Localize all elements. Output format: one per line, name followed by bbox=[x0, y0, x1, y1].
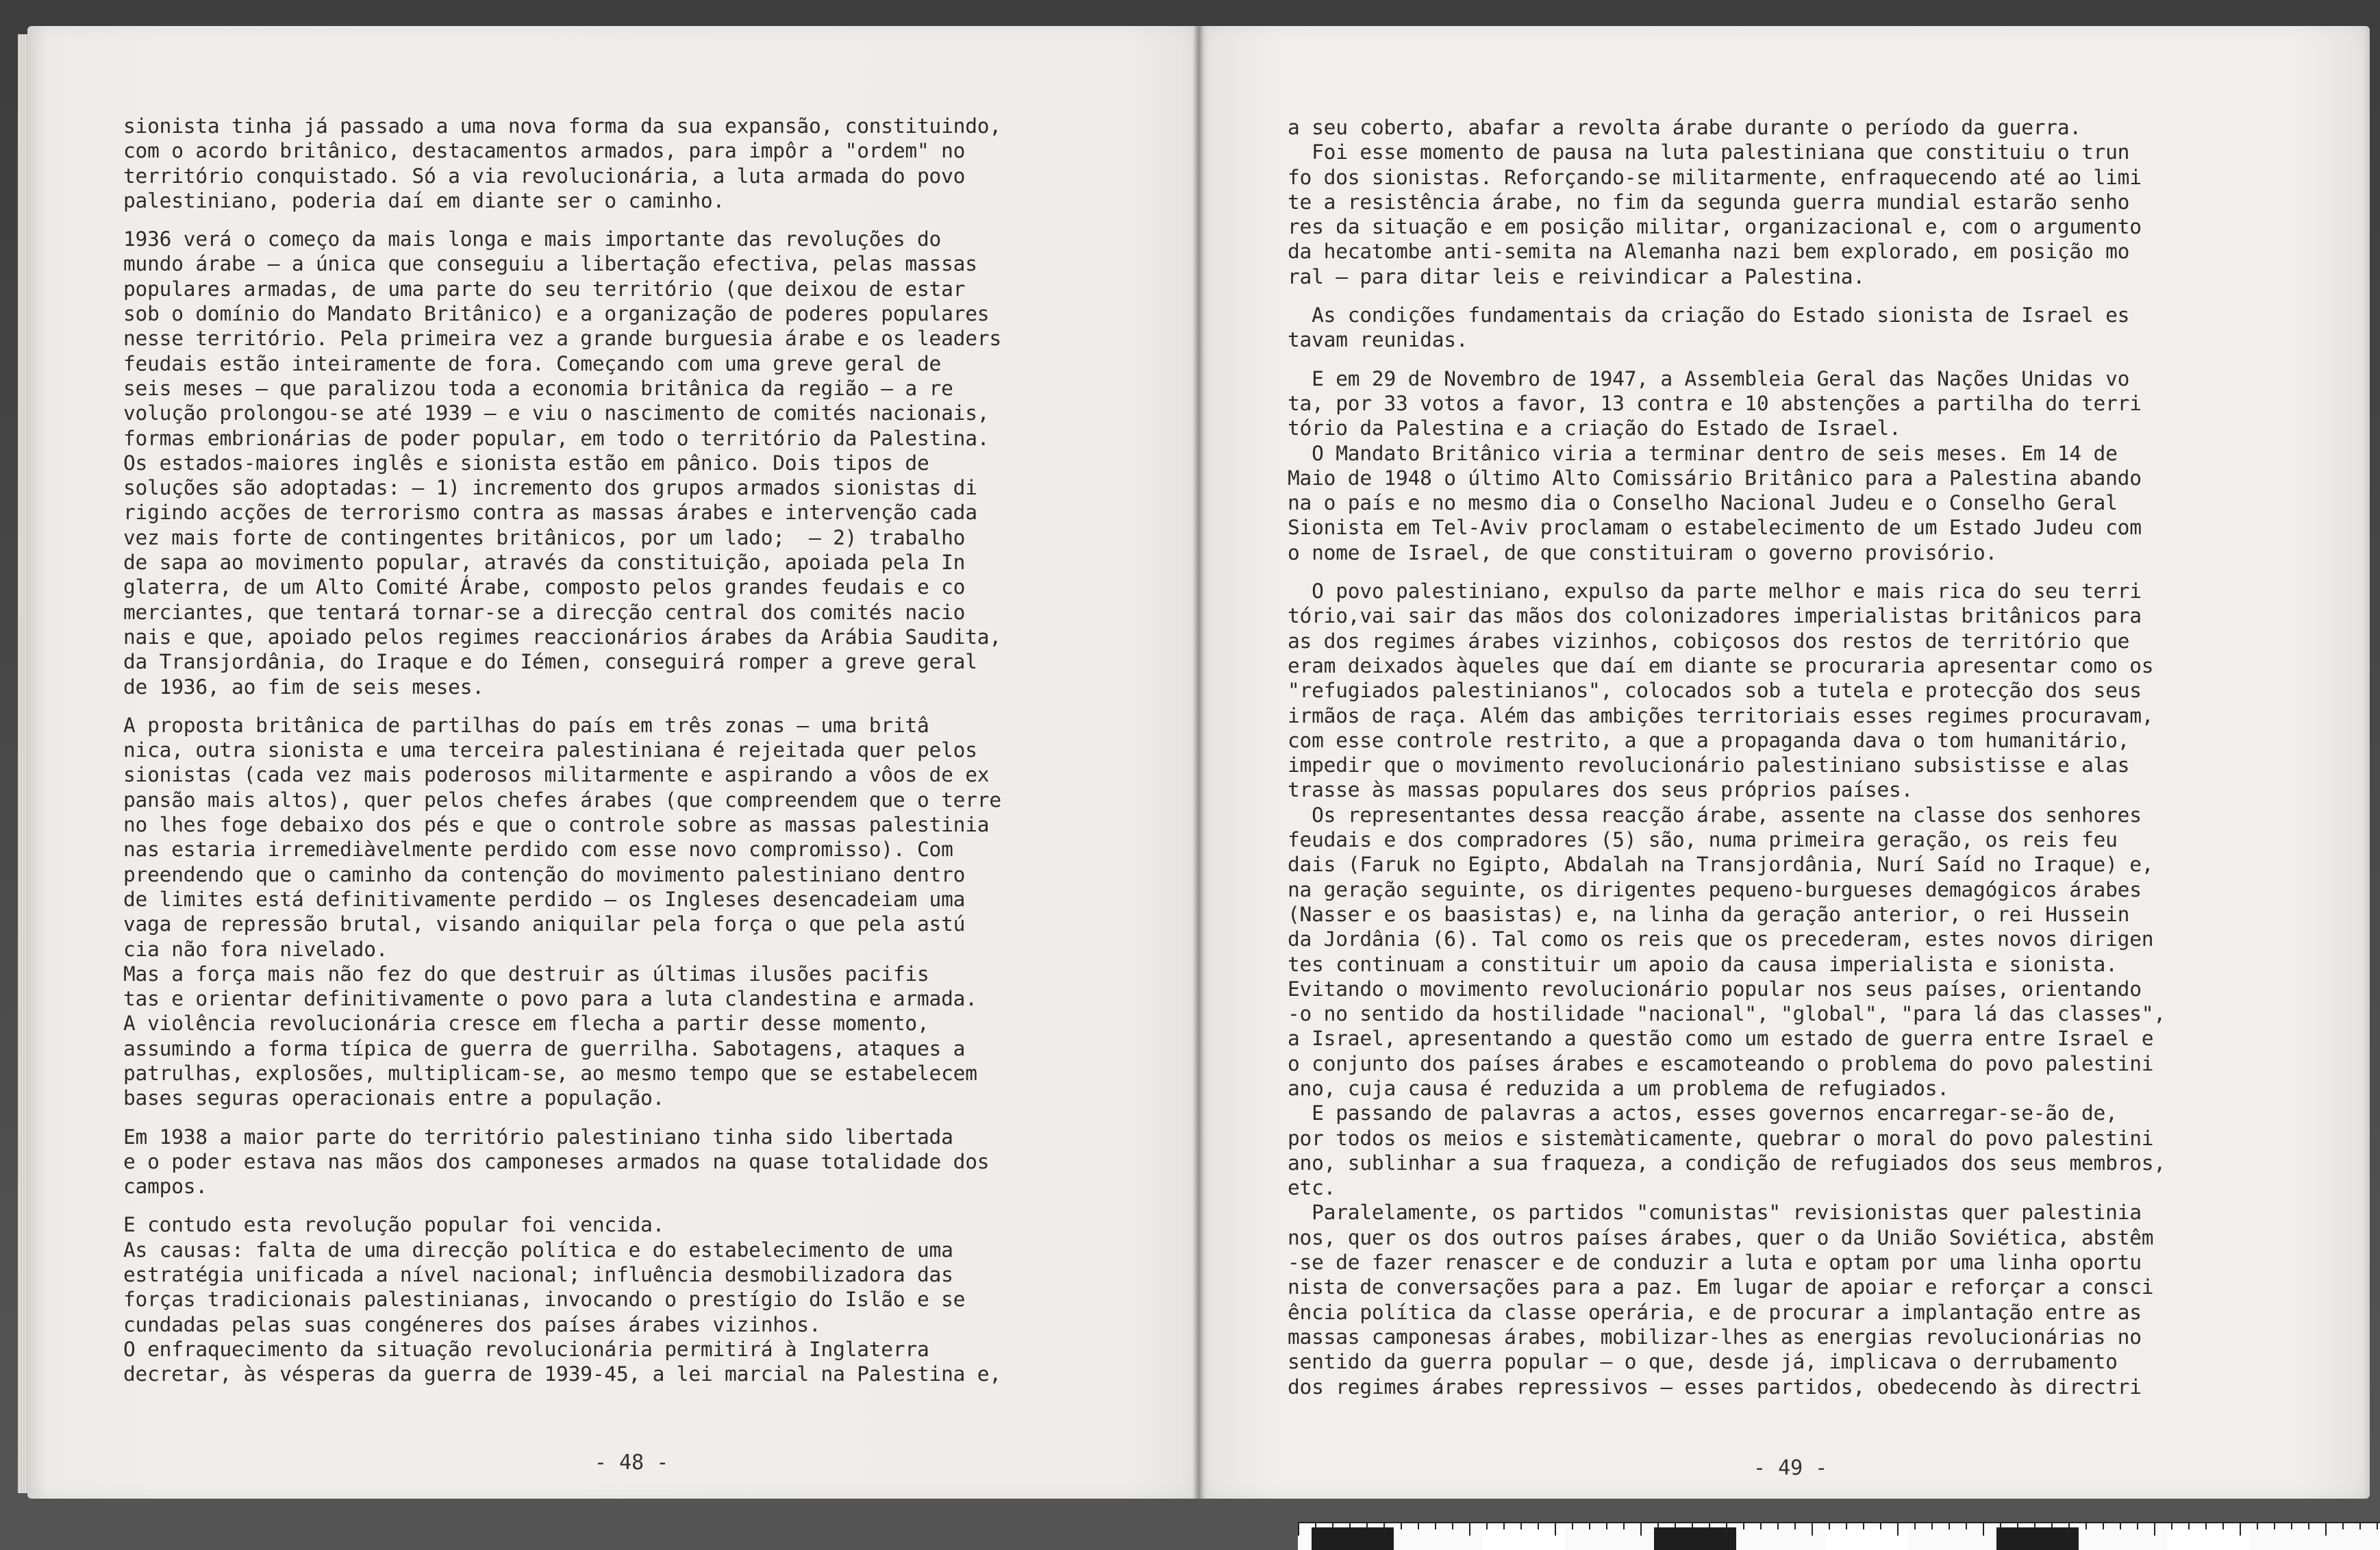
paragraph bbox=[1288, 579, 2166, 1399]
text-line: a seu coberto, abafar a revolta árabe durante o período da guerra. bbox=[1288, 116, 2081, 139]
text-line: E em 29 de Novembro de 1947, a Assembleia Geral das Nações Unidas vo bbox=[1288, 366, 2130, 390]
ruler-tick bbox=[2274, 1523, 2275, 1529]
ruler-tick bbox=[1520, 1523, 1522, 1529]
ruler-tick bbox=[1503, 1523, 1505, 1529]
left-page-text bbox=[123, 114, 1001, 1387]
ruler-tick bbox=[1692, 1523, 1693, 1529]
text-line: A proposta britânica de partilhas do país em três zonas — uma britâ bbox=[123, 713, 929, 737]
text-line: ral — para ditar leis e reivindicar a Palestina. bbox=[1288, 264, 1865, 288]
text-line: assumindo a forma típica de guerra de guerrilha. Sabotagens, ataques a bbox=[123, 1036, 966, 1060]
ruler-tick bbox=[1538, 1523, 1539, 1529]
text-line: e o poder estava nas mãos dos camponeses armados na quase totalidade dos bbox=[123, 1149, 990, 1173]
ruler-tick bbox=[1486, 1523, 1488, 1529]
ruler-tick bbox=[1743, 1523, 1744, 1529]
text-line: preendendo que o caminho da contenção do movimento palestiniano dentro bbox=[123, 862, 966, 886]
text-line: Maio de 1948 o último Alto Comissário Britânico para a Palestina abando bbox=[1288, 466, 2142, 490]
text-line: na o país e no mesmo dia o Conselho Nacional Judeu e o Conselho Geral bbox=[1288, 491, 2118, 515]
ruler-tick bbox=[1418, 1523, 1419, 1529]
ruler-tick bbox=[1846, 1523, 1847, 1529]
text-line: seis meses — que paralizou toda a economia britânica da região — a re bbox=[123, 376, 953, 400]
text-line: dais (Faruk no Egipto, Abdalah na Transjordânia, Nurí Saíd no Iraque) e, bbox=[1288, 853, 2154, 877]
text-line: o nome de Israel, de que constituiram o governo provisório. bbox=[1288, 540, 1998, 564]
text-line: nesse território. Pela primeira vez a grande burguesia árabe e os leaders bbox=[123, 327, 1001, 351]
paragraph-gap bbox=[123, 1199, 1001, 1212]
ruler-tick bbox=[1366, 1523, 1368, 1529]
text-line: nica, outra sionista e uma terceira palestiniana é rejeitada quer pelos bbox=[123, 738, 977, 762]
ruler-tick bbox=[2308, 1523, 2309, 1529]
paragraph-gap bbox=[1288, 353, 2166, 366]
text-line: volução prolongou-se até 1939 — e viu o nascimento de comités nacionais, bbox=[123, 401, 990, 425]
text-line: cia não fora nivelado. bbox=[123, 937, 388, 961]
paragraph bbox=[1288, 303, 2166, 353]
text-line: Sionista em Tel-Aviv proclamam o estabelecimento de um Estado Judeu com bbox=[1288, 516, 2142, 540]
ruler-tick bbox=[2171, 1523, 2172, 1529]
paragraph-gap bbox=[123, 1111, 1001, 1125]
ruler-tick bbox=[1726, 1523, 1727, 1536]
paragraph-gap bbox=[123, 213, 1001, 227]
ruler-tick bbox=[1983, 1523, 1984, 1536]
paragraph bbox=[1288, 366, 2166, 565]
ruler-tick bbox=[1572, 1523, 1573, 1529]
text-line: Foi esse momento de pausa na luta palestiniana que constituiu o trun bbox=[1288, 140, 2130, 164]
text-line: de 1936, ao fim de seis meses. bbox=[123, 675, 484, 699]
ruler-tick bbox=[1812, 1523, 1813, 1536]
ruler-tick bbox=[1675, 1523, 1676, 1529]
text-line: com esse controle restrito, a que a propaganda dava o tom humanitário, bbox=[1288, 728, 2130, 752]
ruler-tick bbox=[2103, 1523, 2104, 1529]
ruler-tick bbox=[2222, 1523, 2224, 1529]
ruler-tick bbox=[1829, 1523, 1830, 1529]
paragraph-gap bbox=[123, 699, 1001, 713]
text-line: a Israel, apresentando a questão como um estado de guerra entre Israel e bbox=[1288, 1027, 2154, 1051]
ruler-tick bbox=[2257, 1523, 2258, 1529]
text-line: Os estados-maiores inglês e sionista estão em pânico. Dois tipos de bbox=[123, 451, 929, 475]
ruler-block bbox=[1825, 1527, 1907, 1550]
right-page-text bbox=[1288, 115, 2166, 1399]
text-line: da Jordânia (6). Tal como os reis que os precederam, estes novos dirigen bbox=[1288, 927, 2154, 951]
ruler-tick bbox=[1760, 1523, 1762, 1529]
text-line: decretar, às vésperas da guerra de 1939-45, a lei marcial na Palestina e, bbox=[123, 1362, 1001, 1386]
text-line: te a resistência árabe, no fim da segunda guerra mundial estarão senho bbox=[1288, 190, 2130, 214]
text-line: merciantes, que tentará tornar-se a direcção central dos comités nacio bbox=[123, 600, 966, 624]
text-line: na geração seguinte, os dirigentes pequeno-burgueses demagógicos árabes bbox=[1288, 877, 2142, 901]
ruler-tick bbox=[1640, 1523, 1642, 1536]
text-line: cundadas pelas suas congéneres dos países árabes vizinhos. bbox=[123, 1312, 821, 1336]
text-line: rigindo acções de terrorismo contra as massas árabes e intervenção cada bbox=[123, 501, 977, 525]
ruler-tick bbox=[2291, 1523, 2292, 1529]
text-line: O Mandato Britânico viria a terminar dentro de seis meses. Em 14 de bbox=[1288, 441, 2118, 465]
text-line: A violência revolucionária cresce em flecha a partir desse momento, bbox=[123, 1012, 929, 1036]
ruler-block bbox=[2168, 1527, 2250, 1550]
ruler-tick bbox=[1863, 1523, 1864, 1529]
ruler-tick bbox=[2051, 1523, 2053, 1529]
ruler-tick bbox=[2342, 1523, 2344, 1529]
ruler-tick bbox=[1469, 1523, 1470, 1536]
ruler-tick bbox=[1794, 1523, 1796, 1529]
text-line: por todos os meios e sistemàticamente, quebrar o moral do povo palestini bbox=[1288, 1126, 2154, 1150]
text-line: forças tradicionais palestinianas, invocando o prestígio do Islão e se bbox=[123, 1288, 966, 1312]
text-line: nas estaria irremediàvelmente perdido com esse novo compromisso). Com bbox=[123, 838, 953, 862]
text-line: mundo árabe — a única que conseguiu a libertação efectiva, pelas massas bbox=[123, 252, 977, 276]
ruler-block bbox=[1654, 1527, 1736, 1550]
text-line: populares armadas, de uma parte do seu território (que deixou de estar bbox=[123, 277, 966, 301]
text-line: ência política da classe operária, e de procurar a implantação entre as bbox=[1288, 1300, 2142, 1324]
text-line: da hecatombe anti-semita na Alemanha nazi bem explorado, em posição mo bbox=[1288, 240, 2130, 264]
paragraph bbox=[123, 227, 1001, 699]
text-line: tório,vai sair das mãos dos colonizadores imperialistas britânicos para bbox=[1288, 604, 2142, 628]
text-line: pansão mais altos), quer pelos chefes árabes (que compreendem que o terre bbox=[123, 788, 1001, 812]
text-line: vaga de repressão brutal, visando aniquilar pela força o que pela astú bbox=[123, 912, 966, 936]
text-line: bases seguras operacionais entre a população. bbox=[123, 1086, 665, 1110]
ruler-tick bbox=[2034, 1523, 2035, 1529]
text-line: 1936 verá o começo da mais longa e mais importante das revoluções do bbox=[123, 227, 942, 251]
text-line: tes continuam a constituir um apoio da causa imperialista e sionista. bbox=[1288, 952, 2118, 976]
paragraph bbox=[1288, 115, 2166, 289]
paragraph bbox=[123, 1212, 1001, 1386]
paragraph-gap bbox=[1288, 565, 2166, 579]
ruler-tick bbox=[2377, 1523, 2378, 1529]
ruler-tick bbox=[2120, 1523, 2121, 1529]
text-line: res da situação e em posição militar, organizacional e, com o argumento bbox=[1288, 215, 2142, 239]
text-line: nais e que, apoiado pelos regimes reaccionários árabes da Arábia Saudita, bbox=[123, 625, 1001, 649]
right-page-number: - 49 - bbox=[1753, 1456, 1828, 1480]
text-line: de limites está definitivamente perdido — os Ingleses desencadeiam uma bbox=[123, 887, 966, 911]
text-line: nista de conversações para a paz. Em lugar de apoiar e reforçar a consci bbox=[1288, 1275, 2154, 1299]
ruler-tick bbox=[2205, 1523, 2207, 1529]
paragraph-gap bbox=[1288, 289, 2166, 303]
ruler-tick bbox=[1709, 1523, 1710, 1529]
book-gutter bbox=[1193, 26, 1204, 1499]
text-line: O povo palestiniano, expulso da parte melhor e mais rica do seu terri bbox=[1288, 579, 2142, 603]
text-line: fo dos sionistas. Reforçando-se militarmente, enfraquecendo até ao limi bbox=[1288, 165, 2142, 189]
text-line: ano, cuja causa é reduzida a um problema de refugiados. bbox=[1288, 1076, 1949, 1100]
text-line: eram deixados àqueles que daí em diante se procuraria apresentar como os bbox=[1288, 653, 2154, 677]
ruler-tick bbox=[1606, 1523, 1607, 1529]
text-line: Evitando o movimento revolucionário popular nos seus países, orientando bbox=[1288, 977, 2142, 1001]
ruler-tick bbox=[1383, 1523, 1385, 1536]
ruler-tick bbox=[1657, 1523, 1659, 1529]
ruler-block bbox=[1996, 1527, 2079, 1550]
text-line: palestiniano, poderia daí em diante ser o caminho. bbox=[123, 188, 725, 212]
text-line: com o acordo britânico, destacamentos armados, para impôr a "ordem" no bbox=[123, 139, 966, 163]
left-page-number: - 48 - bbox=[594, 1451, 669, 1475]
text-line: As causas: falta de uma direcção política e do estabelecimento de uma bbox=[123, 1238, 953, 1262]
ruler-tick bbox=[1349, 1523, 1351, 1529]
left-page bbox=[27, 26, 1199, 1499]
text-line: Os representantes dessa reacção árabe, assente na classe dos senhores bbox=[1288, 803, 2142, 827]
ruler-tick bbox=[1931, 1523, 1933, 1529]
paragraph bbox=[123, 713, 1001, 1111]
text-line: sionista tinha já passado a uma nova forma da sua expansão, constituindo, bbox=[123, 114, 1001, 138]
text-line: O enfraquecimento da situação revolucionária permitirá à Inglaterra bbox=[123, 1337, 929, 1361]
ruler-tick bbox=[2359, 1523, 2361, 1529]
ruler-tick bbox=[2154, 1523, 2155, 1536]
text-line: patrulhas, explosões, multiplicam-se, ao mesmo tempo que se estabelecem bbox=[123, 1061, 977, 1085]
ruler-tick bbox=[1315, 1523, 1316, 1529]
text-line: sentido da guerra popular — o que, desde já, implicava o derrubamento bbox=[1288, 1350, 2118, 1374]
text-line: feudais e dos compradores (5) são, numa primeira geração, os reis feu bbox=[1288, 828, 2118, 852]
text-line: (Nasser e os baasistas) e, na linha da geração anterior, o rei Hussein bbox=[1288, 902, 2130, 926]
text-line: soluções são adoptadas: — 1) incremento dos grupos armados sionistas di bbox=[123, 476, 977, 500]
ruler-tick bbox=[1623, 1523, 1625, 1529]
text-line: Paralelamente, os partidos "comunistas" revisionistas quer palestinia bbox=[1288, 1201, 2142, 1225]
text-line: ta, por 33 votos a favor, 13 contra e 10 abstenções a partilha do terri bbox=[1288, 391, 2142, 415]
text-line: campos. bbox=[123, 1175, 208, 1199]
ruler-tick bbox=[2017, 1523, 2018, 1529]
text-line: trasse às massas populares dos seus próprios países. bbox=[1288, 778, 1914, 802]
text-line: Mas a força mais não fez do que destruir as últimas ilusões pacifis bbox=[123, 962, 929, 986]
text-line: tório da Palestina e a criação do Estado de Israel. bbox=[1288, 416, 1901, 440]
ruler-tick bbox=[2188, 1523, 2190, 1529]
ruler-tick bbox=[1589, 1523, 1590, 1529]
text-line: massas camponesas árabes, mobilizar-lhes as energias revolucionárias no bbox=[1288, 1325, 2142, 1349]
text-line: "refugiados palestinianos", colocados sob a tutela e protecção dos seus bbox=[1288, 679, 2142, 703]
ruler-tick bbox=[1777, 1523, 1779, 1529]
ruler-tick bbox=[1435, 1523, 1436, 1529]
ruler-tick bbox=[1880, 1523, 1881, 1529]
ruler-tick bbox=[1452, 1523, 1453, 1529]
ruler-tick bbox=[1897, 1523, 1899, 1536]
text-line: E contudo esta revolução popular foi vencida. bbox=[123, 1213, 665, 1237]
ruler-tick bbox=[2085, 1523, 2087, 1529]
ruler-tick bbox=[1966, 1523, 1967, 1529]
text-line: impedir que o movimento revolucionário palestiniano subsistisse e alas bbox=[1288, 753, 2130, 777]
text-line: da Transjordânia, do Iraque e do Iémen, conseguirá romper a greve geral bbox=[123, 650, 977, 674]
text-line: no lhes foge debaixo dos pés e que o controle sobre as massas palestinia bbox=[123, 813, 990, 837]
ruler-tick bbox=[2137, 1523, 2138, 1529]
text-line: -se de fazer renascer e de conduzir a luta e optam por uma linha oportu bbox=[1288, 1251, 2142, 1275]
ruler-tick bbox=[1914, 1523, 1916, 1529]
ruler-tick bbox=[2068, 1523, 2070, 1536]
ruler-tick bbox=[1332, 1523, 1333, 1529]
ruler-tick bbox=[2240, 1523, 2241, 1536]
text-line: -o no sentido da hostilidade "nacional", "global", "para lá das classes", bbox=[1288, 1002, 2166, 1026]
text-line: etc. bbox=[1288, 1176, 1336, 1200]
text-line: E passando de palavras a actos, esses governos encarregar-se-ão de, bbox=[1288, 1101, 2118, 1125]
text-line: Em 1938 a maior parte do território palestiniano tinha sido libertada bbox=[123, 1125, 953, 1149]
ruler-tick bbox=[2325, 1523, 2327, 1536]
paragraph bbox=[123, 1125, 1001, 1199]
text-line: irmãos de raça. Além das ambições territoriais esses regimes procuravam, bbox=[1288, 703, 2154, 727]
right-page bbox=[1199, 26, 2370, 1499]
page-stack-edge bbox=[18, 34, 27, 1493]
text-line: As condições fundamentais da criação do Estado sionista de Israel es bbox=[1288, 303, 2130, 327]
text-line: vez mais forte de contingentes britânicos, por um lado; — 2) trabalho bbox=[123, 525, 966, 549]
text-line: tavam reunidas. bbox=[1288, 328, 1468, 352]
text-line: nos, quer os dos outros países árabes, quer o da União Soviética, abstêm bbox=[1288, 1225, 2154, 1249]
text-line: dos regimes árabes repressivos — esses partidos, obedecendo às directri bbox=[1288, 1375, 2142, 1399]
text-line: ano, sublinhar a sua fraqueza, a condição de refugiados dos seus membros, bbox=[1288, 1151, 2166, 1175]
paragraph bbox=[123, 114, 1001, 213]
scale-ruler bbox=[1298, 1522, 2380, 1550]
ruler-block bbox=[1483, 1527, 1565, 1550]
text-line: feudais estão inteiramente de fora. Começando com uma greve geral de bbox=[123, 351, 942, 375]
text-line: glaterra, de um Alto Comité Árabe, composto pelos grandes feudais e co bbox=[123, 575, 966, 599]
ruler-tick bbox=[1949, 1523, 1950, 1529]
text-line: sionistas (cada vez mais poderosos militarmente e aspirando a vôos de ex bbox=[123, 763, 990, 787]
text-line: estratégia unificada a nível nacional; influência desmobilizadora das bbox=[123, 1263, 953, 1287]
ruler-tick bbox=[1298, 1523, 1299, 1536]
open-book bbox=[27, 19, 2370, 1509]
text-line: tas e orientar definitivamente o povo para a luta clandestina e armada. bbox=[123, 987, 977, 1011]
ruler-tick bbox=[2000, 1523, 2001, 1529]
ruler-tick bbox=[1401, 1523, 1402, 1529]
text-line: as dos regimes árabes vizinhos, cobiçosos dos restos de território que bbox=[1288, 629, 2130, 653]
ruler-tick bbox=[1555, 1523, 1556, 1536]
text-line: o conjunto dos países árabes e escamoteando o problema do povo palestini bbox=[1288, 1051, 2154, 1075]
text-line: de sapa ao movimento popular, através da constituição, apoiada pela In bbox=[123, 551, 966, 575]
ruler-block bbox=[1312, 1527, 1394, 1550]
text-line: sob o domínio do Mandato Britânico) e a organização de poderes populares bbox=[123, 302, 990, 326]
text-line: território conquistado. Só a via revolucionária, a luta armada do povo bbox=[123, 164, 966, 188]
text-line: formas embrionárias de poder popular, em todo o território da Palestina. bbox=[123, 426, 990, 450]
